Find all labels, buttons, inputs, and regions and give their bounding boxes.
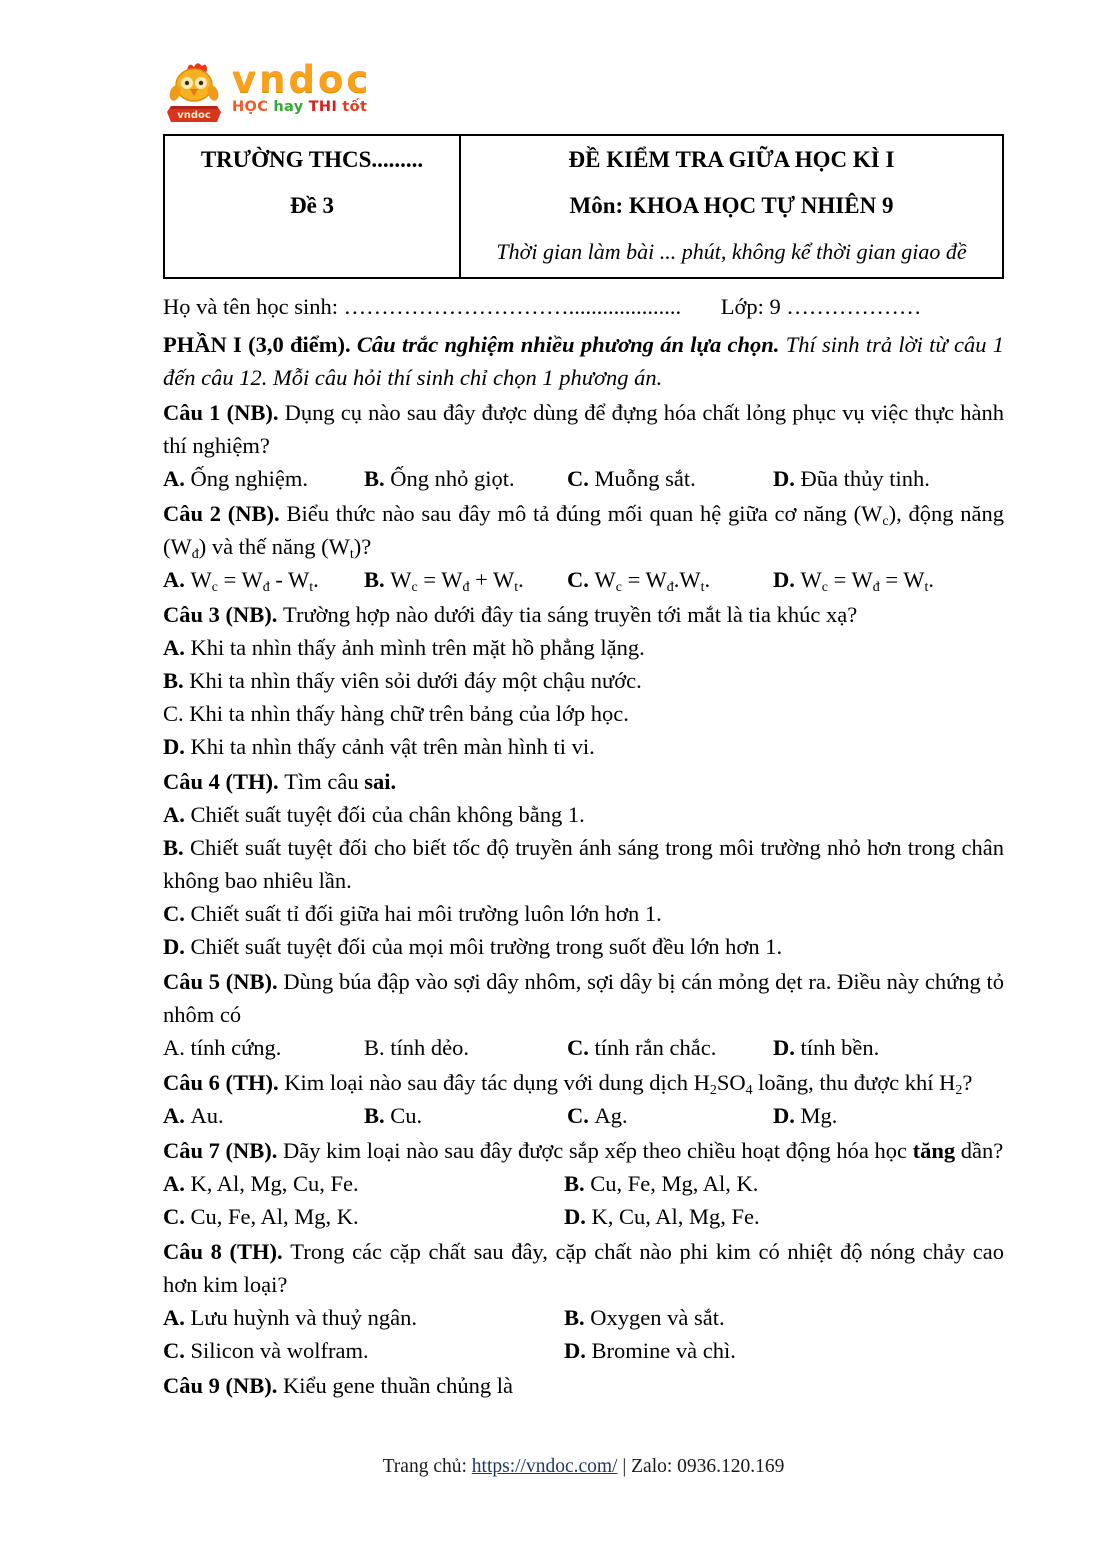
option-text: Khi ta nhìn thấy viên sỏi dưới đáy một chậu nước. [189, 668, 642, 693]
option-letter: C. [163, 701, 190, 726]
rooster-mascot-icon [163, 60, 225, 128]
option-letter: C. [567, 567, 595, 592]
question-label: Câu 6 (TH). [163, 1070, 285, 1095]
option-letter: A. [163, 1171, 191, 1196]
option-text: tính bền. [800, 1035, 880, 1060]
option-letter: D. [163, 734, 191, 759]
tagline-word-thi: THI [308, 99, 338, 115]
option-letter: B. [364, 567, 391, 592]
student-name-blank: ………………………….................... [343, 294, 682, 319]
question-label: Câu 2 (NB). [163, 501, 287, 526]
option-text: K, Al, Mg, Cu, Fe. [190, 1171, 359, 1196]
option-letter: B. [163, 668, 190, 693]
option-text: Chiết suất tỉ đối giữa hai môi trường luôn lớn hơn 1. [190, 901, 662, 926]
option-letter: B. [364, 1035, 391, 1060]
question-label: Câu 4 (TH). [163, 769, 285, 794]
option-text: Khi ta nhìn thấy cảnh vật trên màn hình ti vi. [190, 734, 595, 759]
option-text: Au. [190, 1103, 224, 1128]
option-text: tính dẻo. [390, 1035, 470, 1060]
page-content [163, 60, 1004, 1402]
option-text: Khi ta nhìn thấy hàng chữ trên bảng của lớp học. [189, 701, 629, 726]
option-letter: C. [567, 466, 595, 491]
exam-duration: Thời gian làm bài ... phút, không kể thời gian giao đề [496, 239, 967, 264]
option [163, 897, 1004, 930]
school-name: TRƯỜNG THCS......... [200, 147, 424, 172]
footer-prefix: Trang chủ: [382, 1456, 472, 1477]
option-letter: B. [364, 466, 391, 491]
banner-text: vndoc [177, 110, 211, 121]
option-letter: D. [773, 466, 801, 491]
option-text: $W_c = W_đ - W_t$. [190, 567, 319, 595]
option-text: Cu, Fe, Al, Mg, K. [190, 1204, 359, 1229]
question-label: Câu 7 (NB). [163, 1138, 284, 1163]
footer-zalo: | Zalo: 0936.120.169 [617, 1456, 785, 1477]
option-letter: A. [163, 1103, 191, 1128]
class-label: Lớp: 9 [720, 294, 781, 319]
option-letter: D. [163, 934, 191, 959]
option [163, 664, 1004, 697]
option-letter: C. [567, 1035, 595, 1060]
exam-title: ĐỀ KIỂM TRA GIỮA HỌC KÌ I [568, 147, 895, 172]
class-blank: ……………… [786, 294, 922, 319]
option [364, 563, 567, 596]
part1-intro [163, 328, 1004, 394]
student-info-line [163, 291, 1004, 323]
option-text: Cu, Fe, Mg, Al, K. [590, 1171, 759, 1196]
option-letter: A. [163, 466, 191, 491]
option [567, 1031, 773, 1064]
option [163, 631, 1004, 664]
school-cell [164, 135, 460, 278]
question-text: Câu 8 (TH). Trong các cặp chất sau đây, cặp chất nào phi kim có nhiệt độ nóng chảy cao hơn kim loại? [163, 1239, 1005, 1297]
option-text: Chiết suất tuyệt đối của mọi môi trường trong suốt đều lớn hơn 1. [190, 934, 783, 959]
question-text: Câu 5 (NB). Dùng búa đập vào sợi dây nhôm, sợi dây bị cán mỏng dẹt ra. Điều này chứng tỏ nhôm có [163, 969, 1004, 1027]
option-letter: B. [163, 835, 190, 860]
part1-heading: PHẦN I (3,0 điểm). [163, 332, 357, 357]
option-text: Silicon và wolfram. [190, 1338, 369, 1363]
option [163, 697, 1004, 730]
question-label: Câu 8 (TH). [163, 1239, 291, 1264]
question-text: Câu 1 (NB). Dụng cụ nào sau đây được dùng để đựng hóa chất lỏng phục vụ việc thực hành thí nghiệm? [163, 400, 1004, 458]
question-label: Câu 5 (NB). [163, 969, 284, 994]
brand-wordmark: vndoc [232, 58, 372, 101]
option-letter: C. [163, 901, 191, 926]
question-label: Câu 9 (NB). [163, 1373, 284, 1398]
logo-tagline [232, 99, 372, 115]
option-text: K, Cu, Al, Mg, Fe. [591, 1204, 760, 1229]
option [567, 462, 773, 495]
option [163, 831, 1004, 897]
option-text: tính rắn chắc. [594, 1035, 717, 1060]
option [773, 1099, 1004, 1132]
option-letter: D. [564, 1204, 592, 1229]
option [163, 798, 1004, 831]
option-text: $W_c = W_đ = W_t$. [800, 567, 934, 595]
option [163, 730, 1004, 763]
option [773, 563, 1004, 596]
student-name-label: Họ và tên học sinh: [163, 294, 338, 319]
option-letter: C. [567, 1103, 595, 1128]
question-text: Câu 3 (NB). Trường hợp nào dưới đây tia sáng truyền tới mắt là tia khúc xạ? [163, 602, 858, 627]
tagline-word-hoc: HỌC [232, 99, 269, 115]
question-label: Câu 1 (NB). [163, 400, 285, 425]
option-text: Mg. [800, 1103, 838, 1128]
option-text: $W_c = W_đ + W_t$. [390, 567, 524, 595]
option-text: Chiết suất tuyệt đối cho biết tốc độ truyền ánh sáng trong môi trường nhỏ hơn trong chân không bao nhiêu lần. [163, 835, 1004, 893]
option-letter: A. [163, 802, 191, 827]
option-letter: A. [163, 635, 191, 660]
option-letter: B. [564, 1171, 591, 1196]
options-row [163, 1301, 1004, 1367]
option-letter: A. [163, 567, 191, 592]
question-text: Câu 9 (NB). Kiểu gene thuần chủng là [163, 1373, 513, 1398]
part1-instructions: Thí sinh trả lời từ câu 1 đến câu 12. Mỗi câu hỏi thí sinh chỉ chọn 1 phương án. [163, 332, 1004, 390]
option [567, 563, 773, 596]
option-text: Ag. [594, 1103, 628, 1128]
option-letter: C. [163, 1338, 191, 1363]
option-letter: C. [163, 1204, 191, 1229]
options-row [163, 563, 1004, 596]
logo-text [232, 60, 372, 115]
option-text: Chiết suất tuyệt đối của chân không bằng 1. [190, 802, 585, 827]
options-row [163, 1099, 1004, 1132]
option-letter: D. [773, 567, 801, 592]
exam-header-table [163, 134, 1004, 279]
option-letter: D. [773, 1035, 801, 1060]
option-letter: A. [163, 1305, 191, 1330]
option [163, 462, 364, 495]
option-letter: B. [364, 1103, 391, 1128]
options-row [163, 1031, 1004, 1064]
option [163, 1301, 564, 1334]
option-text: tính cứng. [190, 1035, 282, 1060]
option-text: Muỗng sắt. [594, 466, 696, 491]
option-text: Khi ta nhìn thấy ảnh mình trên mặt hồ phẳng lặng. [190, 635, 645, 660]
options-row [163, 462, 1004, 495]
option-letter: A. [163, 1035, 191, 1060]
question-text: Câu 7 (NB). Dãy kim loại nào sau đây được sắp xếp theo chiều hoạt động hóa học tăng dần? [163, 1138, 1004, 1163]
homepage-link[interactable]: https://vndoc.com/ [471, 1456, 618, 1477]
option-text: Cu. [390, 1103, 423, 1128]
option-text: Ống nhỏ giọt. [390, 466, 515, 491]
option [163, 930, 1004, 963]
option-letter: B. [564, 1305, 591, 1330]
option-letter: D. [564, 1338, 592, 1363]
option [564, 1167, 1004, 1200]
option [364, 1099, 567, 1132]
option-text: Lưu huỳnh và thuỷ ngân. [190, 1305, 418, 1330]
option [163, 1099, 364, 1132]
tagline-word-tot: tốt [342, 99, 368, 115]
option [564, 1200, 1004, 1233]
part1-subheading: Câu trắc nghiệm nhiều phương án lựa chọn. [356, 332, 786, 357]
option [773, 462, 1004, 495]
option-text: Bromine và chì. [591, 1338, 736, 1363]
option-text: Đũa thủy tinh. [800, 466, 930, 491]
options-row [163, 1167, 1004, 1233]
option [564, 1334, 1004, 1367]
question-text: Câu 2 (NB). Biểu thức nào sau đây mô tả đúng mối quan hệ giữa cơ năng $(W_c)$, động năng $(W_đ)$ và thế năng $(W_t)$? [163, 501, 1004, 562]
option [163, 1334, 564, 1367]
page-footer [163, 1456, 1004, 1478]
question-text: Câu 4 (TH). Tìm câu sai. [163, 769, 397, 794]
option [364, 462, 567, 495]
option [567, 1099, 773, 1132]
question-text: Câu 6 (TH). Kim loại nào sau đây tác dụng với dung dịch $H_2SO_4$ loãng, thu được khí $H_2$? [163, 1070, 973, 1098]
option-text: Ống nghiệm. [190, 466, 308, 491]
option [773, 1031, 1004, 1064]
option [163, 1200, 564, 1233]
option-text: $W_c = W_đ.W_t$. [594, 567, 711, 595]
exam-subject: Môn: KHOA HỌC TỰ NHIÊN 9 [569, 193, 894, 218]
option-letter: D. [773, 1103, 801, 1128]
option-text: Oxygen và sắt. [590, 1305, 725, 1330]
option [163, 1167, 564, 1200]
vndoc-logo [163, 60, 1004, 132]
exam-code: Đề 3 [289, 193, 335, 218]
exam-title-cell [460, 135, 1003, 278]
questions [163, 396, 1004, 1402]
option [163, 1031, 364, 1064]
tagline-word-hay: hay [273, 99, 304, 115]
option [364, 1031, 567, 1064]
option [564, 1301, 1004, 1334]
option [163, 563, 364, 596]
question-label: Câu 3 (NB). [163, 602, 284, 627]
